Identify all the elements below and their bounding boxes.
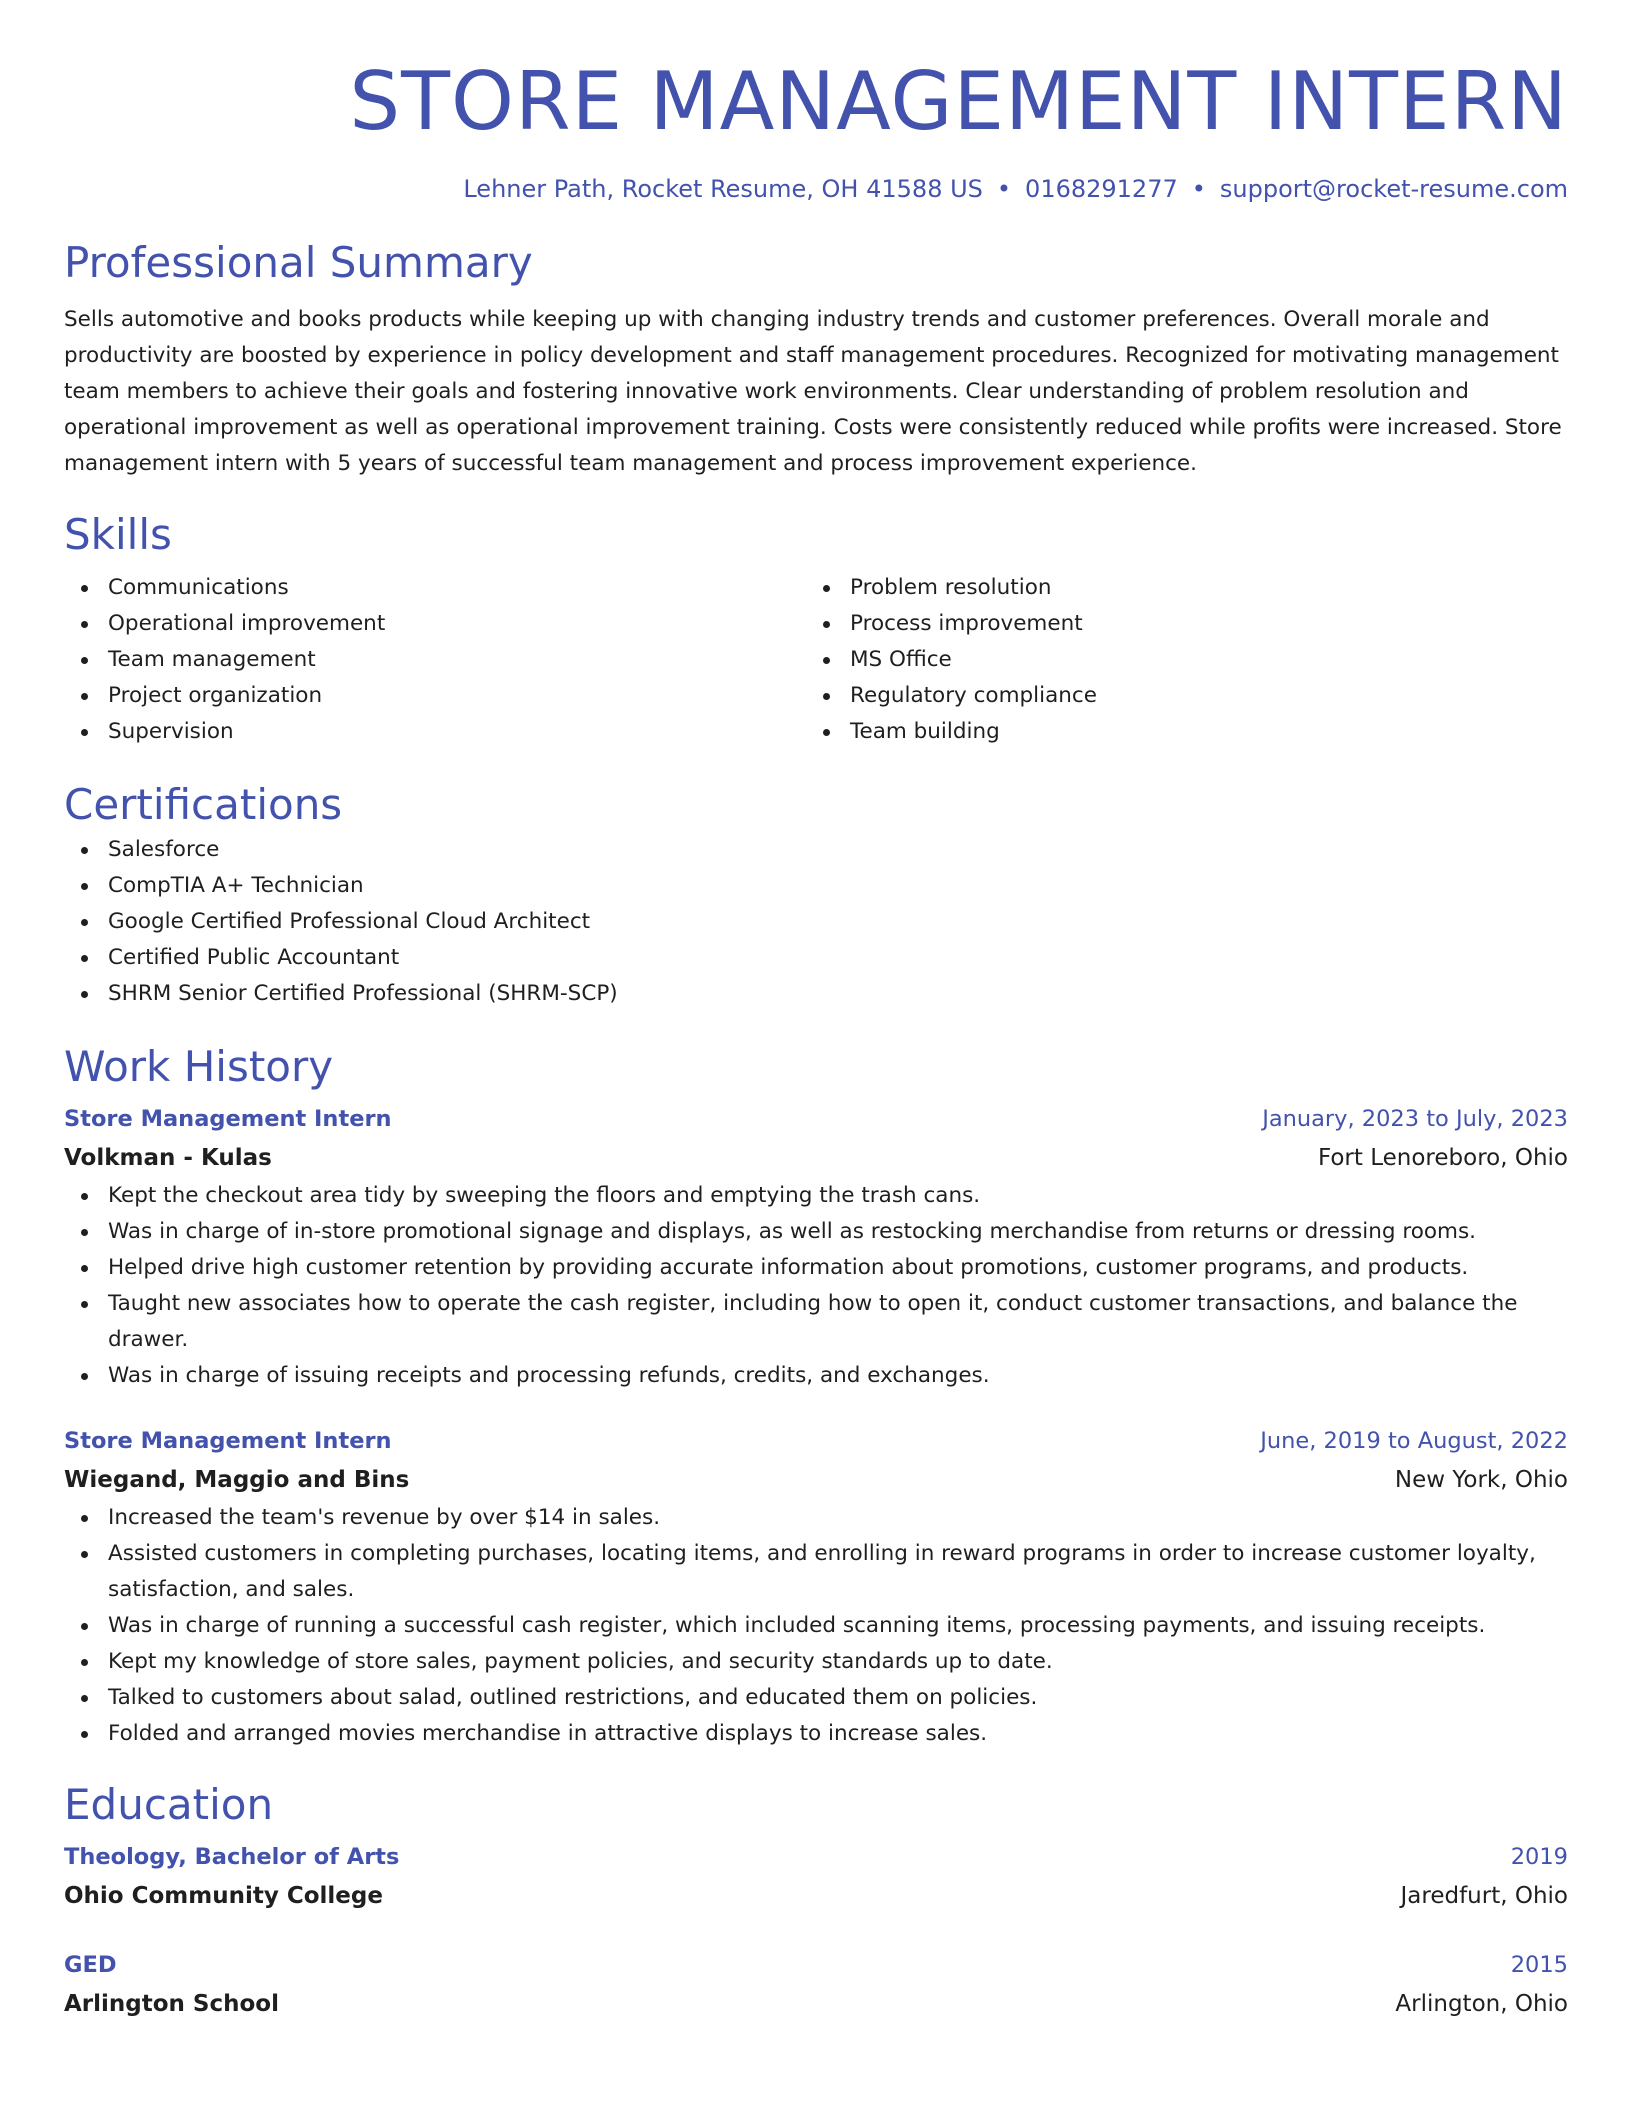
education-degree: GED <box>64 1952 117 1978</box>
job-company: Volkman - Kulas <box>64 1145 272 1171</box>
certifications-heading: Certifications <box>64 780 343 829</box>
skill-item: Communications <box>64 570 806 606</box>
education-school-row <box>64 1876 1568 1916</box>
skills-column-right <box>806 570 1548 750</box>
skills-list-left <box>64 570 806 750</box>
job-duty: Taught new associates how to operate the cash register, including how to open it, conduct customer transactions, and balance the drawer. <box>64 1286 1568 1358</box>
job-title: Store Management Intern <box>64 1106 392 1132</box>
education-header-row <box>64 1946 1568 1984</box>
job-duty: Was in charge of in-store promotional signage and displays, as well as restocking merchandise from returns or dressing rooms. <box>64 1214 1568 1250</box>
job-dates: June, 2019 to August, 2022 <box>1260 1428 1568 1454</box>
contact-phone: 0168291277 <box>1025 175 1178 203</box>
skill-item: Supervision <box>64 714 806 750</box>
skills-list-right <box>806 570 1548 750</box>
job-duty: Kept my knowledge of store sales, payment policies, and security standards up to date. <box>64 1644 1568 1680</box>
job-duties-list <box>64 1178 1568 1394</box>
certification-item: SHRM Senior Certified Professional (SHRM-SCP) <box>64 976 1568 1012</box>
job-company-row <box>64 1138 1568 1178</box>
education-year: 2015 <box>1510 1952 1568 1978</box>
skill-item: Project organization <box>64 678 806 714</box>
job-company-row <box>64 1460 1568 1500</box>
certification-item: Salesforce <box>64 832 1568 868</box>
job-entry <box>64 1422 1568 1752</box>
contact-email: support@rocket-resume.com <box>1219 175 1568 203</box>
job-title: Store Management Intern <box>64 1428 392 1454</box>
education-school-row <box>64 1984 1568 2024</box>
job-duty: Increased the team's revenue by over $14 in sales. <box>64 1500 1568 1536</box>
education-year: 2019 <box>1510 1844 1568 1870</box>
job-duty: Folded and arranged movies merchandise in attractive displays to increase sales. <box>64 1716 1568 1752</box>
job-dates: January, 2023 to July, 2023 <box>1262 1106 1568 1132</box>
job-duty: Assisted customers in completing purchases, locating items, and enrolling in reward programs in order to increase customer loyalty, satisfaction, and sales. <box>64 1536 1568 1608</box>
summary-heading: Professional Summary <box>64 238 533 287</box>
job-duty: Was in charge of running a successful cash register, which included scanning items, processing payments, and issuing receipts. <box>64 1608 1568 1644</box>
contact-separator: • <box>996 175 1012 203</box>
certifications-list <box>64 832 1568 1012</box>
job-duty: Helped drive high customer retention by providing accurate information about promotions, customer programs, and products. <box>64 1250 1568 1286</box>
job-duty: Was in charge of issuing receipts and processing refunds, credits, and exchanges. <box>64 1358 1568 1394</box>
certification-item: Certified Public Accountant <box>64 940 1568 976</box>
skills-column-left <box>64 570 806 750</box>
contact-separator: • <box>1191 175 1206 203</box>
education-entry <box>64 1946 1568 2024</box>
job-location: New York, Ohio <box>1394 1467 1568 1493</box>
job-duties-list <box>64 1500 1568 1752</box>
education-heading: Education <box>64 1780 274 1829</box>
skills-columns <box>64 570 1568 750</box>
skill-item: Problem resolution <box>806 570 1548 606</box>
certification-item: CompTIA A+ Technician <box>64 868 1568 904</box>
resume-title: STORE MANAGEMENT INTERN <box>349 55 1568 148</box>
certification-item: Google Certified Professional Cloud Architect <box>64 904 1568 940</box>
job-header-row <box>64 1100 1568 1138</box>
education-school: Ohio Community College <box>64 1883 383 1909</box>
job-entry <box>64 1100 1568 1394</box>
job-company: Wiegand, Maggio and Bins <box>64 1467 410 1493</box>
skill-item: Team building <box>806 714 1548 750</box>
education-header-row <box>64 1838 1568 1876</box>
education-location: Jaredfurt, Ohio <box>1400 1883 1568 1909</box>
job-header-row <box>64 1422 1568 1460</box>
contact-address: Lehner Path, Rocket Resume, OH 41588 US <box>463 175 983 203</box>
skill-item: MS Office <box>806 642 1548 678</box>
skills-heading: Skills <box>64 510 172 559</box>
job-duty: Kept the checkout area tidy by sweeping the floors and emptying the trash cans. <box>64 1178 1568 1214</box>
skill-item: Operational improvement <box>64 606 806 642</box>
contact-line <box>64 172 1568 206</box>
skill-item: Regulatory compliance <box>806 678 1548 714</box>
summary-text: Sells automotive and books products while keeping up with changing industry trends and customer preferences. Overall morale and productivity are boosted by experience in policy development and staff management procedures. Recognized for motivating management team members to achieve their goals and fostering innovative work environments. Clear understanding of problem resolution and operational improvement as well as operational improvement training. Costs were consistently reduced while profits were increased. Store management intern with 5 years of successful team management and process improvement experience. <box>64 307 1562 476</box>
resume-page <box>64 0 1568 2024</box>
education-entry <box>64 1838 1568 1916</box>
skill-item: Team management <box>64 642 806 678</box>
job-location: Fort Lenoreboro, Ohio <box>1317 1145 1568 1171</box>
education-school: Arlington School <box>64 1991 279 2017</box>
job-duty: Talked to customers about salad, outlined restrictions, and educated them on policies. <box>64 1680 1568 1716</box>
work-history-heading: Work History <box>64 1042 334 1091</box>
education-location: Arlington, Ohio <box>1395 1991 1568 2017</box>
education-degree: Theology, Bachelor of Arts <box>64 1844 400 1870</box>
skill-item: Process improvement <box>806 606 1548 642</box>
